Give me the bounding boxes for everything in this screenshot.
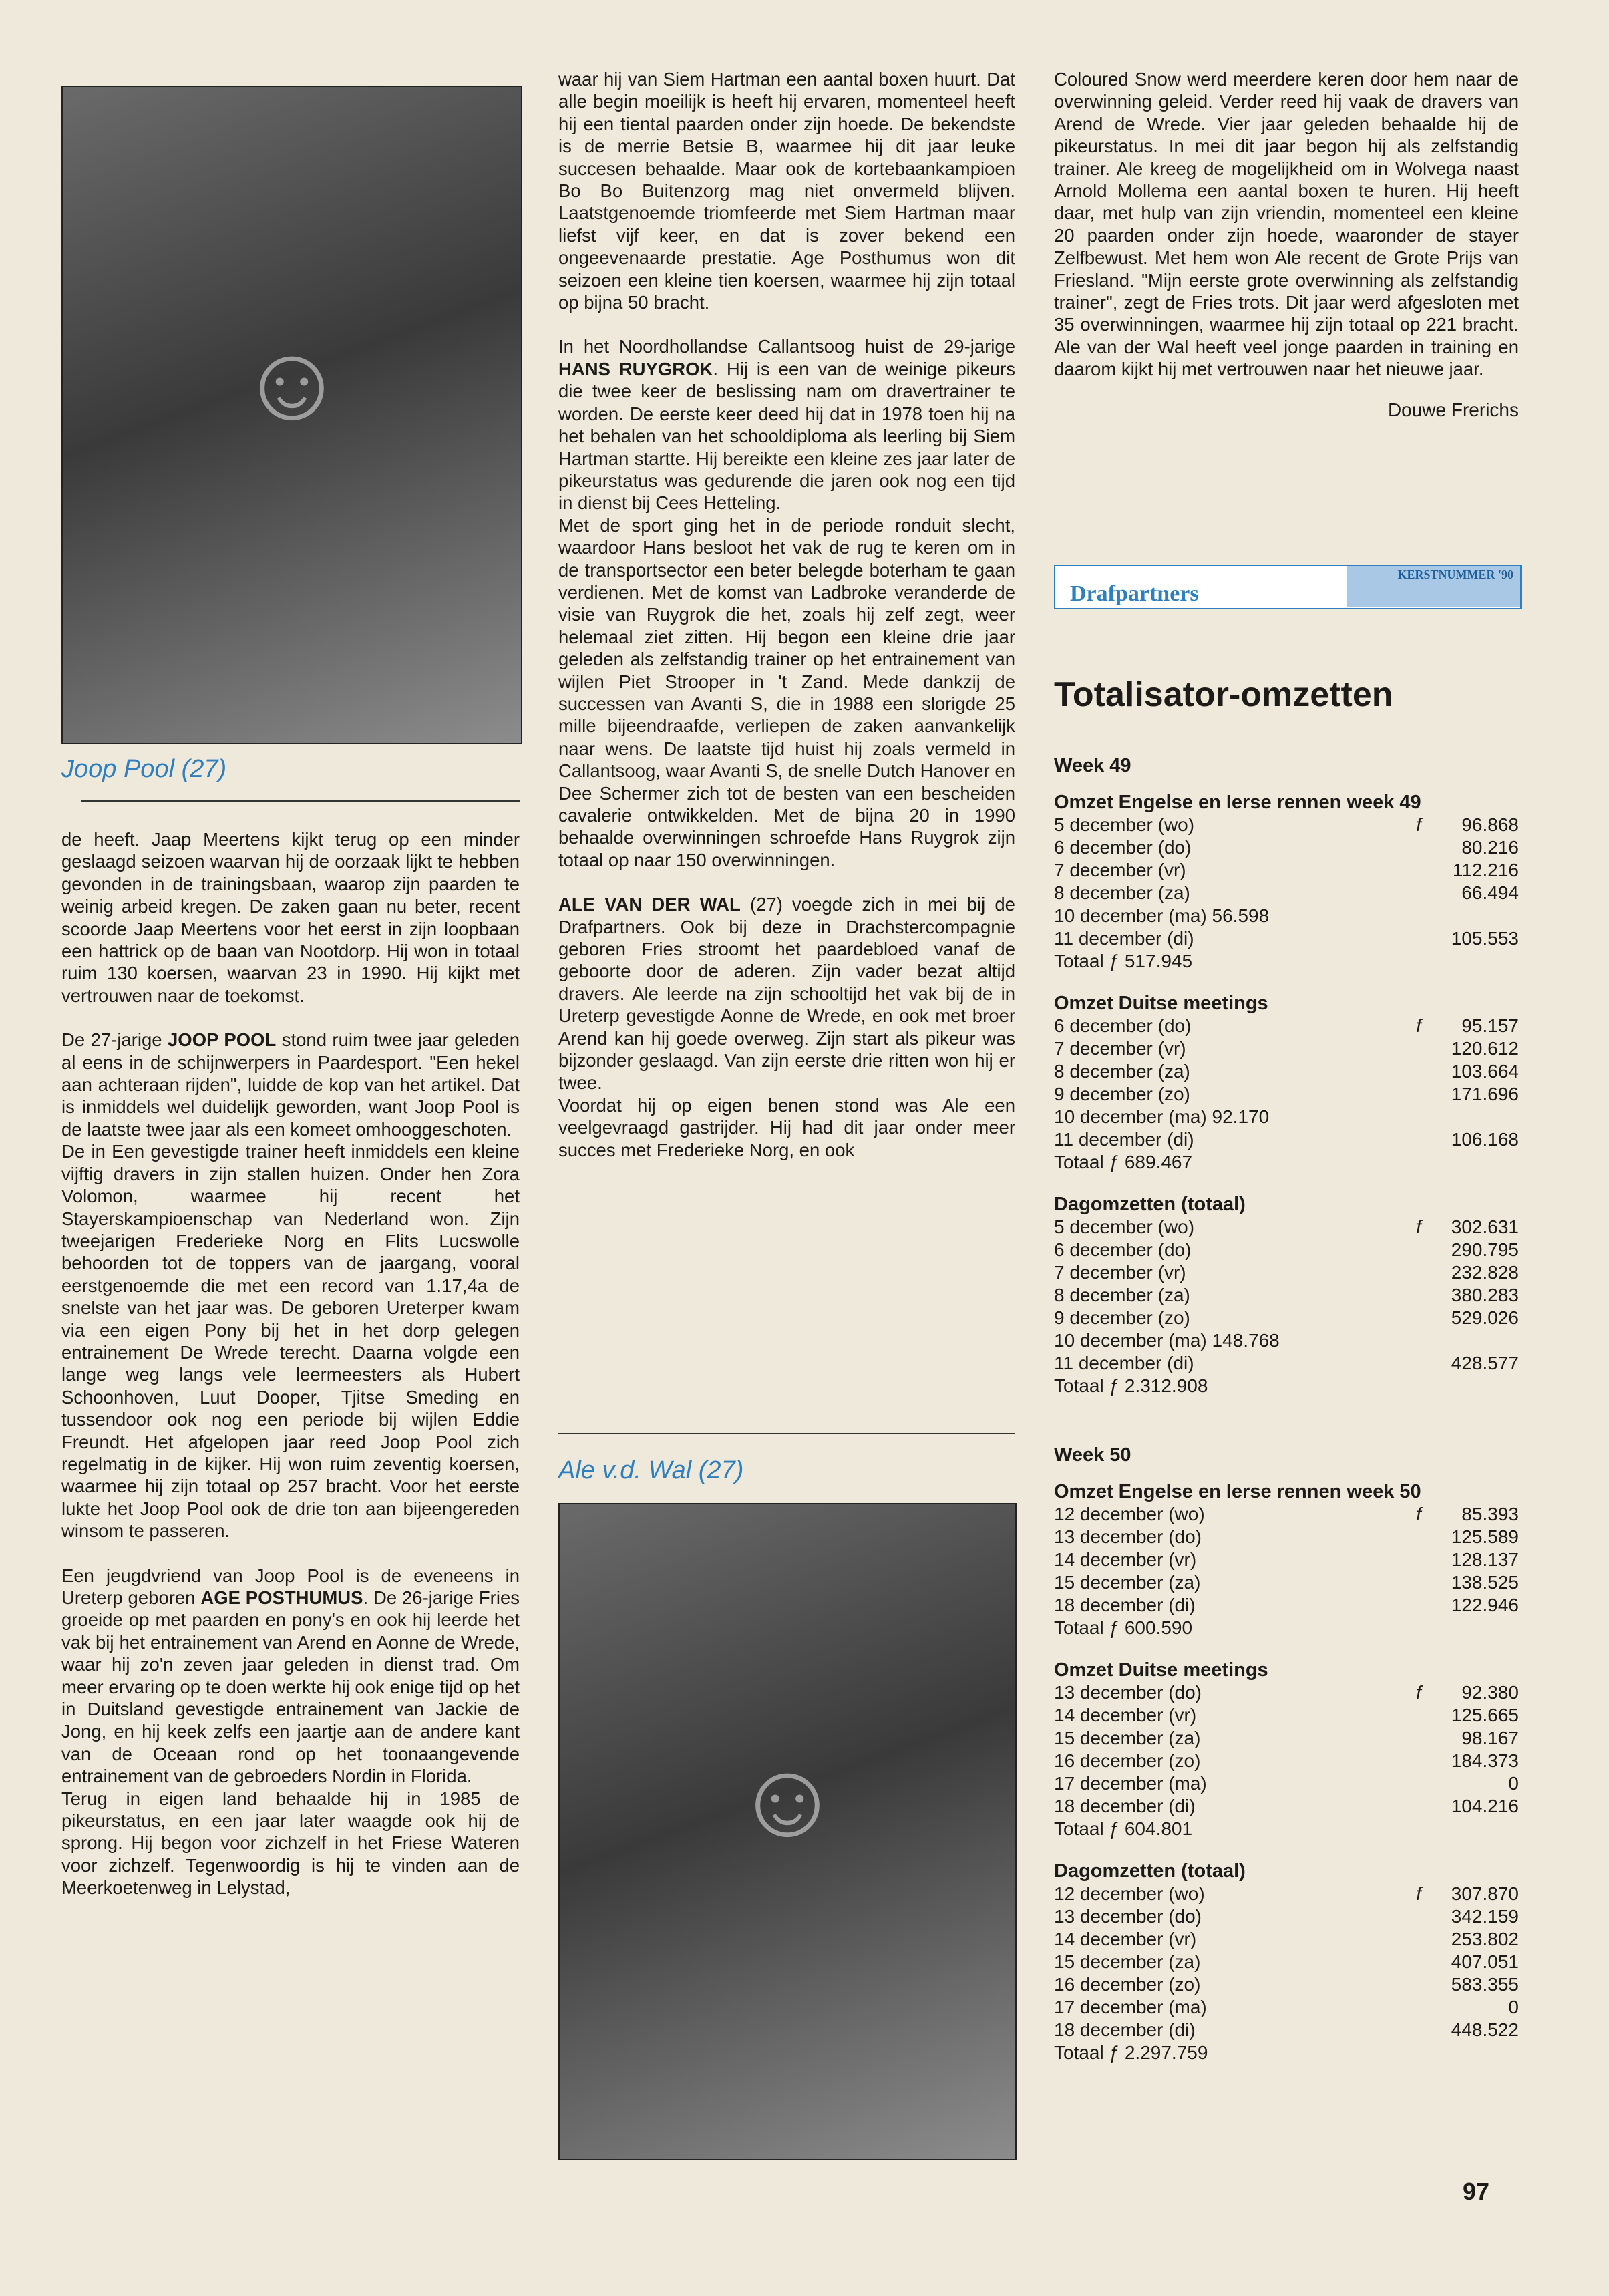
table-row <box>1054 905 1519 927</box>
currency-sign <box>1405 1951 1432 1973</box>
table-row <box>1054 1083 1519 1106</box>
paragraph: Met de sport ging het in de periode ronduit slecht, waardoor Hans besloot het vak de rug te keren om in de transportsector een beter belegde boterham te gaan verdienen. Met de komst van Ladbroke veranderde de visie van Ruygrok die het, zoals hij zelf zegt, weer helemaal ziet zitten. Hij begon een kleine drie jaar geleden als zelfstandig trainer op het entrainement van wijlen Piet Strooper in 't Zand. Mede dankzij de successen van Avanti S, die in 1988 een slorigde 25 mille bijeendraafde, verliepen de zaken aanvankelijk naar wens. De laatste tijd huist hij zoals vermeld in Callantsoog, waar Avanti S, de snelle Dutch Hanover en Dee Schermer zich tot de besten van een bescheiden cavalerie ontwikkelden. Met de bijna 20 in 1990 behaalde overwinningen schroefde Hans Ruygrok zijn totaal op naar 150 overwinningen. <box>558 514 1015 870</box>
row-value: 120.612 <box>1451 1038 1519 1059</box>
paragraph: Terug in eigen land behaalde hij in 1985 de pikeurstatus, en een jaar later waagde ook hij de sprong. Hij begon voor zichzelf in het Friese Wateren voor zichzelf. Tegenwoordig is hij te vinden aan de Meerkoetenweg in Lelystad, <box>61 1788 520 1899</box>
row-label: 14 december (vr) <box>1054 1705 1197 1726</box>
table-row <box>1054 1548 1519 1571</box>
table-row <box>1054 882 1519 905</box>
table-row <box>1054 1216 1519 1239</box>
turnover-section <box>1054 993 1519 1174</box>
table-row <box>1054 1352 1519 1375</box>
table-row <box>1054 814 1519 836</box>
row-value: 583.355 <box>1451 1974 1519 1995</box>
row-value: 407.051 <box>1451 1951 1519 1972</box>
row-value: 96.868 <box>1461 814 1519 835</box>
row-value: 184.373 <box>1451 1750 1519 1771</box>
table-row <box>1054 1571 1519 1594</box>
row-value: 342.159 <box>1451 1906 1519 1927</box>
table-row <box>1054 1239 1519 1261</box>
section-heading: Omzet Engelse en Ierse rennen week 50 <box>1054 1481 1421 1502</box>
row-value: 232.828 <box>1451 1262 1519 1283</box>
portrait-icon: ☺ <box>733 1739 842 1858</box>
row-label: 10 december (ma) 56.598 <box>1054 905 1270 926</box>
table-row <box>1054 1704 1519 1727</box>
row-label: 14 december (vr) <box>1054 1929 1197 1949</box>
table-row <box>1054 1951 1519 1973</box>
turnover-section <box>1054 1481 1519 1639</box>
row-value: 103.664 <box>1451 1061 1519 1082</box>
row-label: 13 december (do) <box>1054 1526 1202 1547</box>
currency-sign <box>1405 1329 1432 1352</box>
currency-sign: f <box>1416 1015 1421 1036</box>
table-row <box>1054 1750 1519 1772</box>
section-total: Totaal ƒ 689.467 <box>1054 1152 1193 1172</box>
row-label: 15 december (za) <box>1054 1728 1201 1748</box>
row-value: 0 <box>1508 1773 1519 1794</box>
row-value: 104.216 <box>1451 1796 1519 1816</box>
row-value: 138.525 <box>1451 1572 1519 1593</box>
section-banner <box>1054 565 1522 609</box>
row-label: 11 december (di) <box>1054 1353 1194 1373</box>
section-total: Totaal ƒ 600.590 <box>1054 1617 1193 1638</box>
table-row <box>1054 1307 1519 1329</box>
currency-sign <box>1405 1704 1432 1727</box>
currency-sign <box>1405 1548 1432 1571</box>
table-row <box>1054 1526 1519 1548</box>
row-label: 18 december (di) <box>1054 1796 1196 1816</box>
row-label: 13 december (do) <box>1054 1682 1202 1703</box>
currency-sign <box>1405 1727 1432 1750</box>
currency-sign <box>1405 1128 1432 1151</box>
paragraph: De in Een gevestigde trainer heeft inmiddels een kleine vijftig dravers in zijn stallen huizen. Onder hen Zora Volomon, waarmee hij recent het Stayerskampioenschap van Nederland won. Zijn tweejarigen Frederieke Norg en Flits Lucswolle behoorden tot de toppers van de jaargang, vooral eerstgenoemde die met een record van 1.17,4a de snelste van het jaar was. De geboren Ureterper kwam via een eigen Pony bij het in het dorp gelegen entrainement De Wrede terecht. Daarna volgde een lange weg langs vele leermeesters als Hubert Schoonhoven, Luut Dooper, Tjitse Smeding en tussendoor ook nog een periode bij wijlen Eddie Freundt. Het afgelopen jaar reed Joop Pool zich regelmatig in de kijker. Hij won ruim zeventig koersen, waarmee hij zijn totaal op 257 bracht. Voor het eerste lukte het Joop Pool ook de drie ton aan bijeengereden winsom te passeren. <box>61 1141 520 1542</box>
row-label: 11 december (di) <box>1054 1129 1194 1150</box>
row-label: 9 december (zo) <box>1054 1307 1190 1328</box>
row-value: 95.157 <box>1461 1015 1519 1036</box>
table-row <box>1054 1106 1519 1128</box>
currency-sign <box>1405 927 1432 950</box>
table-row <box>1054 1060 1519 1083</box>
row-label: 18 december (di) <box>1054 2019 1196 2040</box>
table-row <box>1054 1928 1519 1951</box>
row-value <box>1432 905 1519 927</box>
totalisator-tables <box>1054 755 1519 2064</box>
row-value: 105.553 <box>1451 928 1519 949</box>
currency-sign <box>1405 836 1432 859</box>
row-value: 448.522 <box>1451 2019 1519 2040</box>
paragraph: Een jeugdvriend van Joop Pool is de eveneens in Ureterp geboren AGE POSTHUMUS. De 26-jarige Fries groeide op met paarden en pony's en ook hij leerde het vak bij het entrainement van Arend en Aonne de Wrede, waar hij zo'n zeven jaar geleden in dienst trad. Om meer ervaring op te doen werkte hij ook enige tijd op het in Duitsland gevestigde entrainement van Jackie de Jong, en hij keek zelfs een jaartje aan de andere kant van de Oceaan rond op het toonaangevende entrainement van de gebroeders Nordin in Florida. <box>61 1565 520 1787</box>
portrait-icon: ☺ <box>237 321 347 442</box>
turnover-section <box>1054 1860 1519 2064</box>
paragraph: waar hij van Siem Hartman een aantal boxen huurt. Dat alle begin moeilijk is heeft hij ervaren, momenteel heeft hij een tiental paarden onder zijn hoede. De bekendste is de merrie Betsie B, waarmee hij dit jaar leuke succesen behaalde. Maar ook de kortebaankampioen Bo Bo Buitenzorg mag niet onvermeld blijven. Laatstgenoemde triomfeerde met Siem Hartman maar liefst vijf keer, en dat is zover bekend een ongeevenaarde prestatie. Age Posthumus won dit seizoen een kleine tien koersen, waarmee hij zijn totaal op bijna 50 bracht. <box>558 69 1015 313</box>
table-row <box>1054 1037 1519 1060</box>
banner-title: Drafpartners <box>1070 581 1199 606</box>
paragraph: Coloured Snow werd meerdere keren door hem naar de overwinning geleid. Verder reed hij vaak de dravers van Arend de Wrede. Vier jaar geleden behaalde hij de pikeurstatus. In mei dit jaar begon hij als zelfstandig trainer. Ale kreeg de mogelijkheid om in Wolvega naast Arnold Mollema een aantal boxen te huren. Hij heeft daar, met hulp van zijn vriendin, momenteel een kleine 20 paarden onder zijn hoede, waaronder de stayer Zelfbewust. Met hem won Ale recent de Grote Prijs van Friesland. "Mijn eerste grote overwinning als zelfstandig trainer", zegt de Fries trots. Dit jaar werd afgesloten met 35 overwinningen, waarmee hij zijn totaal op 221 bracht. Ale van der Wal heeft veel jonge paarden in training en daarom kijkt hij met vertrouwen naar het nieuwe jaar. <box>1054 69 1519 380</box>
table-row <box>1054 1795 1519 1818</box>
row-label: 7 december (vr) <box>1054 860 1186 880</box>
row-value: 112.216 <box>1452 860 1519 880</box>
currency-sign: f <box>1416 814 1421 835</box>
section-heading: Omzet Duitse meetings <box>1054 1659 1268 1681</box>
table-row <box>1054 927 1519 950</box>
row-label: 17 december (ma) <box>1054 1997 1207 2017</box>
row-label: 9 december (zo) <box>1054 1084 1190 1104</box>
author: Douwe Frerichs <box>1387 399 1519 420</box>
table-row <box>1054 1015 1519 1037</box>
row-label: 6 december (do) <box>1054 1015 1192 1036</box>
table-row <box>1054 2019 1519 2041</box>
currency-sign <box>1405 1996 1432 2019</box>
row-value: 80.216 <box>1461 837 1519 858</box>
row-value <box>1432 1329 1519 1352</box>
caption-rule <box>81 800 520 802</box>
row-value: 428.577 <box>1451 1353 1519 1373</box>
currency-sign <box>1405 1928 1432 1951</box>
currency-sign <box>1405 1795 1432 1818</box>
table-row <box>1054 859 1519 882</box>
row-label: 11 december (di) <box>1054 928 1194 949</box>
currency-sign <box>1405 1261 1432 1284</box>
row-value: 253.802 <box>1451 1929 1519 1949</box>
section-total: Totaal ƒ 517.945 <box>1054 951 1193 971</box>
row-label: 6 december (do) <box>1054 1239 1192 1260</box>
paragraph: de heeft. Jaap Meertens kijkt terug op een minder geslaagd seizoen waarvan hij de oorzaak lijkt te hebben gevonden in de trainingsbaan, waarop zijn paarden te weinig arbeid kregen. De zaken gaan nu beter, recent scoorde Jaap Meertens voor het eerst in zijn loopbaan een hattrick op de baan van Nootdorp. Hij won in totaal ruim 130 koersen, waarvan 23 in 1990. Hij kijkt met vertrouwen naar de toekomst. <box>61 829 520 1006</box>
table-row <box>1054 1284 1519 1307</box>
currency-sign <box>1405 1083 1432 1106</box>
currency-sign <box>1405 1284 1432 1307</box>
currency-sign <box>1405 1352 1432 1375</box>
row-value: 122.946 <box>1451 1595 1519 1615</box>
currency-sign <box>1405 1594 1432 1617</box>
paragraph: Voordat hij op eigen benen stond was Ale een veelgevraagd gastrijder. Hij had dit jaar onder meer succes met Frederieke Norg, en ook <box>558 1094 1015 1160</box>
turnover-section <box>1054 1194 1519 1398</box>
row-value: 171.696 <box>1451 1084 1519 1104</box>
section-heading: Dagomzetten (totaal) <box>1054 1860 1246 1882</box>
caption-ale-vd-wal: Ale v.d. Wal (27) <box>558 1456 744 1484</box>
turnover-section <box>1054 1659 1519 1840</box>
section-heading: Omzet Duitse meetings <box>1054 993 1268 1014</box>
currency-sign <box>1405 1750 1432 1772</box>
table-row <box>1054 1503 1519 1526</box>
currency-sign <box>1405 1905 1432 1928</box>
table-row <box>1054 1905 1519 1928</box>
row-value: 0 <box>1508 1997 1519 2017</box>
row-label: 6 december (do) <box>1054 837 1192 858</box>
row-label: 16 december (zo) <box>1054 1974 1201 1995</box>
currency-sign: f <box>1416 1216 1421 1237</box>
row-value: 125.665 <box>1451 1705 1519 1726</box>
row-label: 12 december (wo) <box>1054 1883 1205 1904</box>
currency-sign <box>1405 1239 1432 1261</box>
table-row <box>1054 1727 1519 1750</box>
row-label: 5 december (wo) <box>1054 814 1195 835</box>
row-value: 66.494 <box>1461 882 1519 903</box>
row-label: 17 december (ma) <box>1054 1773 1207 1794</box>
banner-tag: KERSTNUMMER '90 <box>1347 566 1520 607</box>
row-label: 10 december (ma) 92.170 <box>1054 1106 1270 1127</box>
row-label: 14 december (vr) <box>1054 1549 1197 1570</box>
row-label: 13 december (do) <box>1054 1906 1202 1927</box>
page-number: 97 <box>1463 2178 1490 2205</box>
row-label: 7 december (vr) <box>1054 1038 1186 1059</box>
row-value: 106.168 <box>1451 1129 1519 1150</box>
row-label: 10 december (ma) 148.768 <box>1054 1330 1280 1351</box>
currency-sign <box>1405 1106 1432 1128</box>
row-value <box>1432 1106 1519 1128</box>
row-label: 18 december (di) <box>1054 1595 1196 1615</box>
photo-ale-vd-wal <box>558 1503 1017 2160</box>
turnover-section <box>1054 792 1519 973</box>
currency-sign <box>1405 859 1432 882</box>
totalisator-title: Totalisator-omzetten <box>1054 675 1393 714</box>
table-row <box>1054 1594 1519 1617</box>
currency-sign <box>1405 1526 1432 1548</box>
row-label: 7 december (vr) <box>1054 1262 1186 1283</box>
table-row <box>1054 1261 1519 1284</box>
table-row <box>1054 1128 1519 1151</box>
section-total: Totaal ƒ 604.801 <box>1054 1818 1193 1839</box>
currency-sign <box>1405 882 1432 905</box>
row-value: 307.870 <box>1451 1883 1519 1904</box>
week-label: Week 50 <box>1054 1444 1131 1466</box>
paragraph: De 27-jarige JOOP POOL stond ruim twee jaar geleden al eens in de schijnwerpers in Paardesport. "Een hekel aan achteraan rijden", luidde de kop van het artikel. Dat is inmiddels wel duidelijk geworden, want Joop Pool is de laatste twee jaar als een komeet omhooggeschoten. <box>61 1029 520 1140</box>
row-label: 15 december (za) <box>1054 1572 1201 1593</box>
section-total: Totaal ƒ 2.312.908 <box>1054 1375 1208 1396</box>
row-value: 85.393 <box>1461 1504 1519 1524</box>
caption-joop-pool: Joop Pool (27) <box>61 755 227 783</box>
photo-joop-pool <box>61 86 522 744</box>
row-value: 92.380 <box>1461 1682 1519 1703</box>
row-label: 8 december (za) <box>1054 882 1190 903</box>
row-value: 125.589 <box>1451 1526 1519 1547</box>
row-value: 302.631 <box>1451 1216 1519 1237</box>
currency-sign: f <box>1416 1883 1421 1904</box>
row-value: 380.283 <box>1451 1285 1519 1305</box>
currency-sign <box>1405 2019 1432 2041</box>
row-value: 128.137 <box>1451 1549 1519 1570</box>
row-value: 529.026 <box>1451 1307 1519 1328</box>
currency-sign: f <box>1416 1682 1421 1703</box>
row-label: 5 december (wo) <box>1054 1216 1195 1237</box>
currency-sign <box>1405 1973 1432 1996</box>
week-block <box>1054 755 1519 1398</box>
row-value: 98.167 <box>1461 1728 1519 1748</box>
currency-sign: f <box>1416 1504 1421 1524</box>
week-label: Week 49 <box>1054 755 1131 776</box>
row-label: 16 december (zo) <box>1054 1750 1201 1771</box>
row-label: 8 december (za) <box>1054 1061 1190 1082</box>
section-heading: Omzet Engelse en Ierse rennen week 49 <box>1054 792 1421 813</box>
table-row <box>1054 1882 1519 1905</box>
paragraph: ALE VAN DER WAL (27) voegde zich in mei bij de Drafpartners. Ook bij deze in Drachstercompagnie geboren Fries stroomt het paardebloed vanaf de geboorte door de aderen. Zijn vader bezat altijd dravers. Ale leerde na zijn schooltijd het vak bij de in Ureterp gevestigde Aonne de Wrede, en ook met broer Arend kan hij goede overweg. Zijn start als pikeur was bijzonder geslaagd. Van zijn eerste drie ritten won hij er twee. <box>558 894 1015 1094</box>
row-value: 290.795 <box>1451 1239 1519 1260</box>
table-row <box>1054 1681 1519 1704</box>
row-label: 12 december (wo) <box>1054 1504 1205 1524</box>
currency-sign <box>1405 1037 1432 1060</box>
section-heading: Dagomzetten (totaal) <box>1054 1194 1246 1215</box>
currency-sign <box>1405 1772 1432 1795</box>
table-row <box>1054 1973 1519 1996</box>
table-row <box>1054 1772 1519 1795</box>
currency-sign <box>1405 905 1432 927</box>
table-row <box>1054 1329 1519 1352</box>
section-total: Totaal ƒ 2.297.759 <box>1054 2042 1208 2063</box>
currency-sign <box>1405 1571 1432 1594</box>
table-row <box>1054 1996 1519 2019</box>
currency-sign <box>1405 1060 1432 1083</box>
week-block <box>1054 1444 1519 2064</box>
paragraph: In het Noordhollandse Callantsoog huist de 29-jarige HANS RUYGROK. Hij is een van de weinige pikeurs die twee keer de beslissing nam om dravertrainer te worden. De eerste keer deed hij dat in 1978 toen hij na het behalen van het schooldiploma als leerling bij Siem Hartman startte. Hij bereikte een kleine zes jaar later de pikeurstatus was gedurende die jaren ook nog een tijd in dienst bij Cees Hetteling. <box>558 336 1015 514</box>
table-row <box>1054 836 1519 859</box>
caption-rule <box>558 1433 1015 1434</box>
currency-sign <box>1405 1307 1432 1329</box>
row-label: 15 december (za) <box>1054 1951 1201 1972</box>
row-label: 8 december (za) <box>1054 1285 1190 1305</box>
